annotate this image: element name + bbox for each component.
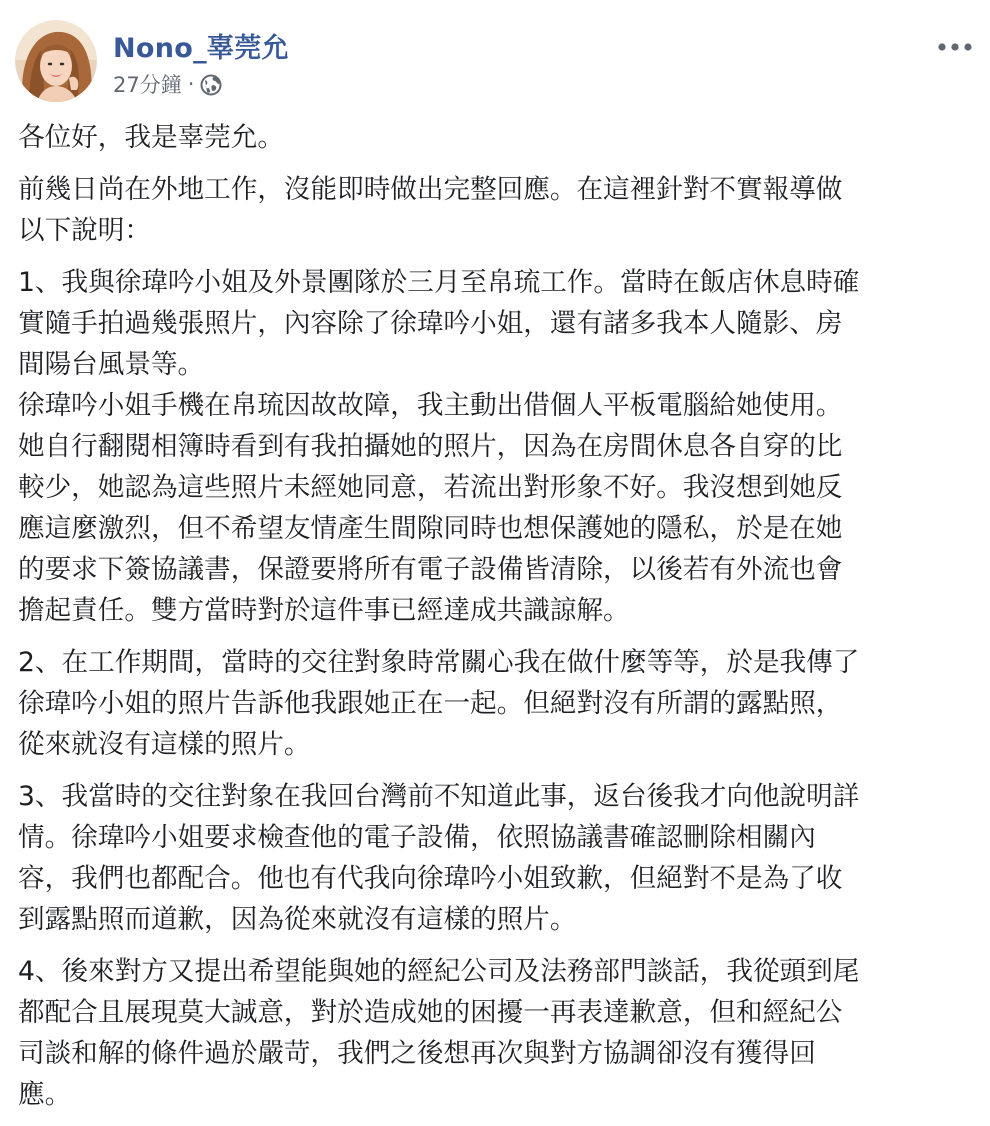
avatar[interactable] <box>15 20 97 102</box>
post-body <box>18 117 973 1126</box>
post-paragraph: 4、後來對方又提出希望能與她的經紀公司及法務部門談話，我從頭到尾 都配合且展現莫大誠意，對於造成她的困擾一再表達歉意，但和經紀公 司談和解的條件過於嚴苛，我們之後想再次與對方協調卻沒有獲得回 應。 <box>18 956 860 1110</box>
post-paragraph: 前幾日尚在外地工作，沒能即時做出完整回應。在這裡針對不實報導做 以下說明： <box>18 174 843 246</box>
globe-icon[interactable] <box>200 74 222 96</box>
post-paragraph: 2、在工作期間，當時的交往對象時常關心我在做什麼等等，於是我傳了 徐瑋吟小姐的照片告訴他我跟她正在一起。但絕對沒有所謂的露點照， 從來就沒有這樣的照片。 <box>18 647 860 760</box>
post-paragraph: 3、我當時的交往對象在我回台灣前不知道此事，返台後我才向他說明詳 情。徐瑋吟小姐要求檢查他的電子設備，依照協議書確認刪除相關內 容，我們也都配合。他也有代我向徐瑋吟小姐致歉，但絕對不是為了收 到露點照而道歉，因為從來就沒有這樣的照片。 <box>18 781 860 935</box>
more-options-button[interactable] <box>935 30 975 60</box>
post-meta <box>113 68 222 100</box>
more-options-icon <box>938 36 972 55</box>
post-paragraph: 1、我與徐瑋吟小姐及外景團隊於三月至帛琉工作。當時在飯店休息時確 實隨手拍過幾張照片，內容除了徐瑋吟小姐，還有諸多我本人隨影、房 間陽台風景等。 徐瑋吟小姐手機在帛琉因故故障，我主動出借個人平板電腦給她使用。 她自行翻閱相簿時看到有我拍攝她的照片，因為在房間休息各自穿的比 較少，她認為這些照片未經她同意，若流出對形象不好。我沒想到她反 應這麼激烈，但不希望友情產生間隙同時也想保護她的隱私，於是在她 的要求下簽協議書，保證要將所有電子設備皆清除，以後若有外流也會 擔起責任。雙方當時對於這件事已經達成共識諒解。 <box>18 267 860 626</box>
post-paragraph: 各位好，我是辜莞允。 <box>18 122 284 153</box>
post-header <box>15 20 975 104</box>
meta-separator: · <box>187 72 195 96</box>
avatar-photo <box>15 20 97 102</box>
author-name[interactable]: Nono_辜莞允 <box>113 33 289 64</box>
post-timestamp[interactable]: 27分鐘 <box>113 73 182 97</box>
